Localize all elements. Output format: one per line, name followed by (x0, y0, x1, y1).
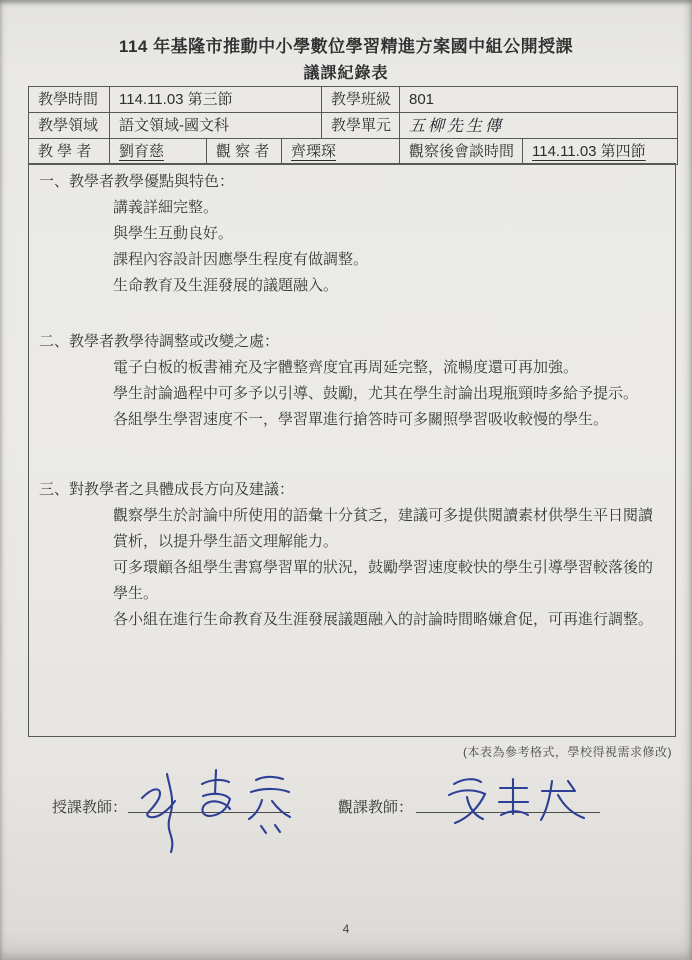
reference-format-note: (本表為參考格式，學校得視需求修改) (463, 745, 672, 759)
domain-label: 教學領域 (29, 113, 110, 138)
feedback-line: 可多環顧各組學生書寫學習單的狀況，鼓勵學習速度較快的學生引導學習較落後的學生。 (113, 559, 654, 602)
teaching-teacher-signature-label: 授課教師： (52, 799, 128, 816)
teaching-time-label: 教學時間 (29, 87, 110, 112)
table-row (29, 113, 677, 139)
section-heading: 三、對教學者之具體成長方向及建議： (39, 481, 295, 498)
post-meeting-time: 114.11.03 第四節 (532, 143, 646, 160)
section-heading: 二、教學者教學待調整或改變之處： (39, 333, 280, 350)
section-adjustments (29, 329, 675, 433)
observer-signature-line (416, 812, 600, 813)
observer-name: 齊瑮琛 (291, 143, 337, 160)
info-table (28, 86, 678, 165)
section-suggestions (29, 477, 675, 633)
feedback-line: 各組學生學習速度不一，學習單進行搶答時可多關照學習吸收較慢的學生。 (113, 411, 609, 428)
document-title: 114 年基隆市推動中小學數位學習精進方案國中組公開授課 (118, 37, 574, 56)
feedback-line: 與學生互動良好。 (113, 225, 234, 242)
feedback-line: 觀察學生於討論中所使用的語彙十分貧乏，建議可多提供閱讀素材供學生平日閱讀賞析，以提升學生語文理解能力。 (113, 507, 654, 550)
teacher-signature-line (128, 812, 290, 813)
feedback-line: 各小組在進行生命教育及生涯發展議題融入的討論時間略嫌倉促，可再進行調整。 (113, 611, 654, 628)
feedback-line: 電子白板的板書補充及字體整齊度宜再周延完整，流暢度還可再加強。 (113, 359, 579, 376)
post-meeting-label: 觀察後會談時間 (400, 139, 523, 164)
feedback-line: 講義詳細完整。 (113, 199, 219, 216)
feedback-line: 生命教育及生涯發展的議題融入。 (113, 277, 339, 294)
document-subtitle: 議課紀錄表 (303, 65, 389, 82)
teacher-name: 劉育慈 (119, 143, 165, 160)
unit-label: 教學單元 (322, 113, 400, 138)
observer-label: 觀 察 者 (207, 139, 282, 164)
class-value: 801 (409, 91, 435, 108)
section-lines (29, 503, 675, 633)
table-row (29, 139, 677, 165)
feedback-line: 學生討論過程中可多予以引導、鼓勵，尤其在學生討論出現瓶頸時多給予提示。 (113, 385, 639, 402)
teaching-time-value: 114.11.03 第三節 (110, 87, 322, 112)
teacher-signature-handwriting (130, 756, 300, 856)
section-strengths (29, 169, 675, 299)
observing-teacher-signature-label: 觀課教師： (338, 799, 414, 816)
section-lines (29, 195, 675, 299)
table-row (29, 87, 677, 113)
page-number: 4 (342, 922, 350, 936)
signature-row (0, 792, 692, 852)
section-lines (29, 355, 675, 433)
unit-value-handwritten: 五柳先生傳 (409, 116, 505, 135)
class-label: 教學班級 (322, 87, 400, 112)
feedback-box (28, 163, 676, 737)
section-heading: 一、教學者教學優點與特色： (39, 173, 235, 190)
feedback-line: 課程內容設計因應學生程度有做調整。 (113, 251, 369, 268)
teacher-label: 教 學 者 (29, 139, 110, 164)
domain-value: 語文領域-國文科 (110, 113, 322, 138)
observer-signature-handwriting (440, 768, 600, 834)
